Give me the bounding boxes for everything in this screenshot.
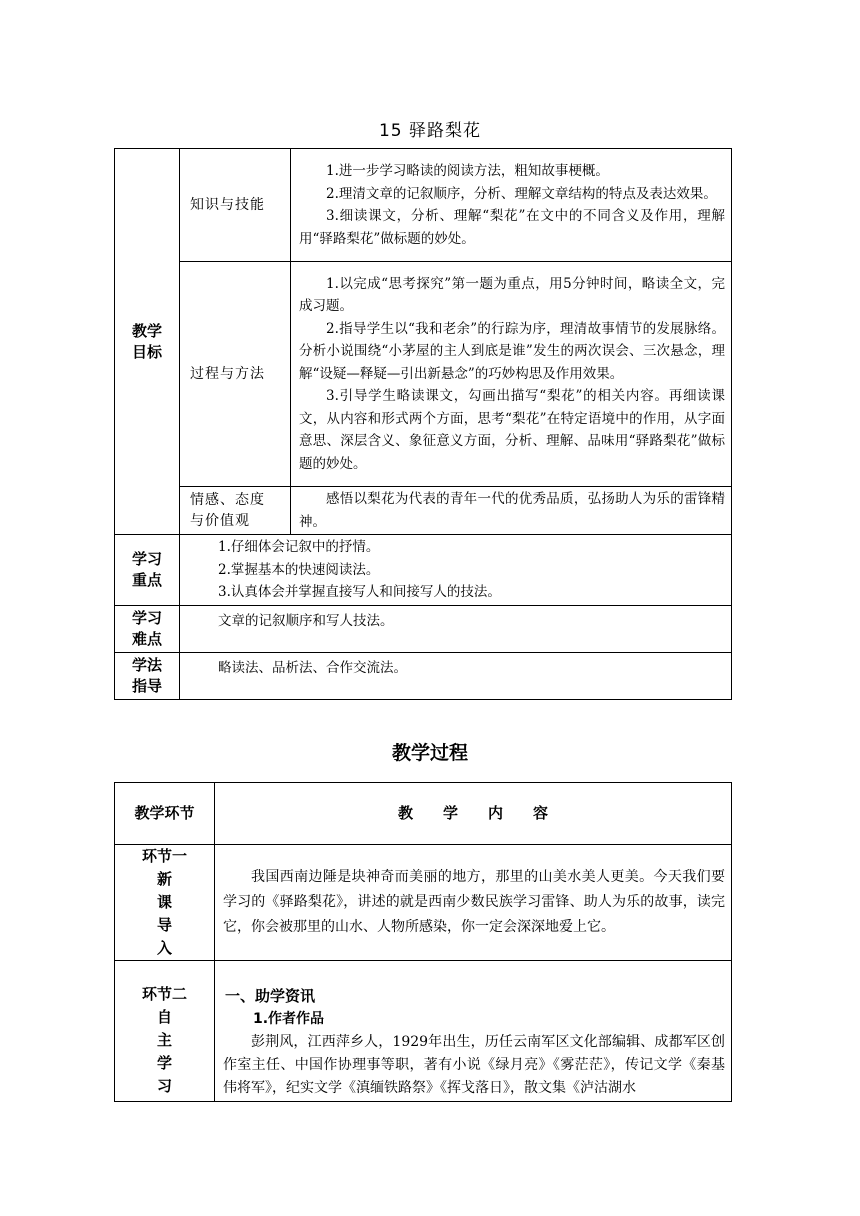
key-points-header-line1: 学习	[131, 549, 162, 568]
process-content	[291, 262, 732, 487]
difficulties-text: 文章的记叙顺序和写人技法。	[218, 612, 394, 629]
knowledge-label: 知识与技能	[180, 149, 291, 262]
key-points-content	[180, 535, 732, 606]
key-points-header-line2: 重点	[131, 570, 162, 589]
page-title: 15 驿路梨花	[378, 121, 482, 141]
section2-label-line: 主	[156, 1031, 172, 1049]
methods-content	[180, 652, 732, 699]
section2-label-line: 自	[156, 1008, 172, 1026]
section2-label-line: 习	[156, 1077, 172, 1095]
section2-label-line: 学	[156, 1054, 172, 1072]
section1-label-line: 课	[156, 893, 172, 911]
key-point-item: 1.仔细体会记叙中的抒情。	[218, 539, 380, 555]
knowledge-item: 3.细读课文，分析、理解“梨花”在文中的不同含义及作用，理解用“驿路梨花”做标题的妙处。	[299, 208, 725, 247]
objectives-header	[115, 149, 180, 535]
process-item: 1.以完成“思考探究”第一题为重点，用5分钟时间，略读全文，完成习题。	[299, 275, 725, 315]
section2-label	[115, 961, 215, 1102]
process-title: 教学过程	[391, 742, 468, 764]
section2-subheading: 1.作者作品	[253, 1011, 325, 1027]
key-point-item: 2.掌握基本的快速阅读法。	[218, 561, 380, 578]
objectives-table	[114, 148, 732, 700]
emotion-content	[291, 487, 732, 535]
process-label: 过程与方法	[180, 262, 291, 487]
difficulties-header-line2: 难点	[131, 629, 162, 648]
methods-header-line1: 学法	[131, 655, 162, 674]
col2-header: 教 学 内 容	[215, 783, 732, 845]
key-point-item: 3.认真体会并掌握直接写人和间接写人的技法。	[218, 584, 501, 600]
col1-header: 教学环节	[115, 783, 215, 845]
emotion-label	[180, 487, 291, 535]
section1-text: 我国西南边陲是块神奇而美丽的地方，那里的山美水美人更美。今天我们要学习的《驿路梨花》，讲述的就是西南少数民族学习雷锋、助人为乐的故事，读完它，你会被那里的山水、人物所感染，你一定会深深地爱上它。	[223, 869, 725, 935]
section1-label	[115, 845, 215, 961]
emotion-text: 感悟以梨花为代表的青年一代的优秀品质，弘扬助人为乐的雷锋精神。	[299, 491, 725, 530]
section1-label-line: 新	[156, 870, 172, 888]
emotion-label-line1: 情感、态度	[190, 491, 265, 508]
section1-content	[215, 845, 732, 961]
section2-heading: 一、助学资讯	[225, 987, 316, 1005]
methods-header	[115, 652, 180, 699]
knowledge-item: 2.理清文章的记叙顺序，分析、理解文章结构的特点及表达效果。	[326, 185, 717, 202]
process-item: 2.指导学生以“我和老余”的行踪为序，理清故事情节的发展脉络。分析小说围绕“小茅屋的主人到底是谁”发生的两次误会、三次悬念，理解“设疑—释疑—引出新悬念”的巧妙构思及作用效果。	[299, 320, 725, 382]
emotion-label-line2: 与价值观	[190, 512, 250, 529]
knowledge-item: 1.进一步学习略读的阅读方法，粗知故事梗概。	[326, 163, 609, 179]
process-table	[114, 782, 732, 1102]
knowledge-content	[291, 149, 732, 262]
difficulties-content	[180, 605, 732, 652]
methods-header-line2: 指导	[131, 676, 162, 695]
difficulties-header-line1: 学习	[131, 608, 162, 627]
section2-text: 彭荆风，江西萍乡人，1929年出生，历任云南军区文化部编辑、成都军区创作室主任、中国作协理事等职，著有小说《绿月亮》《雾茫茫》，传记文学《秦基伟将军》，纪实文学《滇缅铁路祭》《挥戈落日》，散文集《泸沽湖水	[223, 1034, 725, 1096]
objectives-header-text: 教学目标	[131, 321, 162, 361]
methods-text: 略读法、品析法、合作交流法。	[218, 659, 407, 676]
key-points-header	[115, 535, 180, 606]
process-item: 3.引导学生略读课文，勾画出描写“梨花”的相关内容。再细读课文，从内容和形式两个方面，思考“梨花”在特定语境中的作用，从字面意思、深层含义、象征意义方面，分析、理解、品味用“驿路梨花”做标题的妙处。	[299, 388, 725, 472]
section2-label-line: 环节二	[141, 985, 187, 1003]
section1-label-line: 入	[156, 939, 172, 957]
section2-content	[215, 961, 732, 1102]
section1-label-line: 导	[156, 916, 172, 934]
section1-label-line: 环节一	[141, 847, 187, 865]
difficulties-header	[115, 605, 180, 652]
